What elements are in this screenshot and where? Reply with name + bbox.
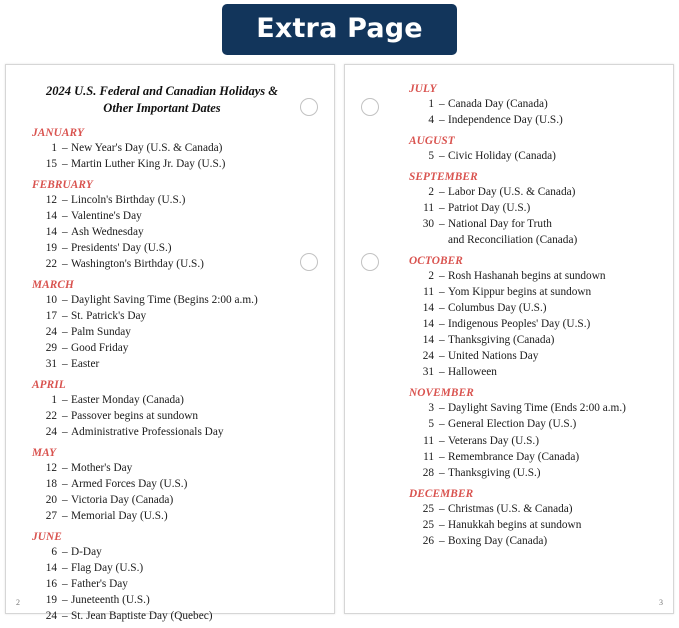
holiday-label: Ash Wednesday <box>71 225 144 238</box>
holiday-entry <box>32 592 290 608</box>
holiday-day: 30 <box>422 218 434 231</box>
holiday-day: 1 <box>51 394 57 407</box>
holiday-entry <box>409 364 649 380</box>
dash-separator: – <box>62 426 68 439</box>
holiday-entry <box>32 476 290 492</box>
holiday-day: 28 <box>422 466 434 479</box>
holiday-entry <box>32 192 290 208</box>
holiday-entry <box>409 533 649 549</box>
dash-separator: – <box>439 286 445 299</box>
month-heading: APRIL <box>32 379 66 392</box>
holiday-day: 11 <box>423 450 434 463</box>
dash-separator: – <box>439 270 445 283</box>
holiday-label: United Nations Day <box>448 350 539 363</box>
dash-separator: – <box>439 150 445 163</box>
holiday-label: Rosh Hashanah begins at sundown <box>448 270 606 283</box>
holiday-day: 2 <box>428 270 434 283</box>
dash-separator: – <box>439 218 445 231</box>
holiday-label: Remembrance Day (Canada) <box>448 450 580 463</box>
holiday-entry <box>32 492 290 508</box>
holiday-entry <box>32 156 290 172</box>
holiday-day: 15 <box>45 157 57 170</box>
holiday-label: Boxing Day (Canada) <box>448 534 548 547</box>
holiday-day: 3 <box>428 402 434 415</box>
holiday-day: 24 <box>45 610 57 623</box>
holiday-day: 18 <box>45 478 57 491</box>
month-heading: NOVEMBER <box>409 387 474 400</box>
holiday-entry <box>409 433 649 449</box>
holiday-label: Memorial Day (U.S.) <box>71 510 168 523</box>
holiday-day: 20 <box>45 494 57 507</box>
holiday-label: Halloween <box>448 366 497 379</box>
holiday-entry <box>32 608 290 624</box>
dash-separator: – <box>439 402 445 415</box>
holiday-label: Thanksgiving (Canada) <box>448 334 555 347</box>
holiday-label: Columbus Day (U.S.) <box>448 302 547 315</box>
holiday-label: Canada Day (Canada) <box>448 98 548 110</box>
dash-separator: – <box>62 462 68 475</box>
holiday-day: 19 <box>45 241 57 254</box>
holiday-label: Labor Day (U.S. & Canada) <box>448 186 576 199</box>
holiday-entry <box>409 184 649 200</box>
extra-page-banner: Extra Page <box>222 4 457 55</box>
holiday-label: Thanksgiving (U.S.) <box>448 466 541 479</box>
holiday-entry <box>32 140 290 156</box>
holiday-day: 5 <box>428 150 434 163</box>
holiday-entry <box>32 324 290 340</box>
holiday-label: Father's Day <box>71 578 128 591</box>
holiday-label: Indigenous Peoples' Day (U.S.) <box>448 318 591 331</box>
holiday-day: 14 <box>45 225 57 238</box>
holiday-label: Passover begins at sundown <box>71 410 199 423</box>
dash-separator: – <box>62 141 68 154</box>
holiday-day: 22 <box>45 410 57 423</box>
dash-separator: – <box>62 225 68 238</box>
holiday-label: Flag Day (U.S.) <box>71 562 144 575</box>
holiday-label: Easter Monday (Canada) <box>71 394 184 407</box>
dash-separator: – <box>439 450 445 463</box>
right-holiday-list <box>359 83 659 549</box>
dash-separator: – <box>62 293 68 306</box>
dash-separator: – <box>439 518 445 531</box>
holiday-day: 11 <box>423 286 434 299</box>
holiday-entry <box>409 112 649 128</box>
holiday-label: Martin Luther King Jr. Day (U.S.) <box>71 157 226 170</box>
dash-separator: – <box>439 334 445 347</box>
holiday-day: 24 <box>422 350 434 363</box>
holiday-label: Washington's Birthday (U.S.) <box>71 257 204 270</box>
dash-separator: – <box>439 98 445 110</box>
holiday-day: 12 <box>45 462 57 475</box>
dash-separator: – <box>62 241 68 254</box>
holiday-entry <box>32 292 290 308</box>
dash-separator: – <box>62 394 68 407</box>
dash-separator: – <box>62 342 68 355</box>
month-heading: MAY <box>32 447 57 460</box>
holiday-day: 25 <box>422 502 434 515</box>
holiday-label: Juneteenth (U.S.) <box>71 594 150 607</box>
month-heading: OCTOBER <box>409 255 463 268</box>
holiday-entry <box>32 424 290 440</box>
holiday-entry <box>409 96 649 112</box>
holiday-entry <box>32 544 290 560</box>
dash-separator: – <box>62 478 68 491</box>
holiday-entry <box>32 576 290 592</box>
holiday-day: 10 <box>45 293 57 306</box>
holiday-entry <box>409 465 649 481</box>
dash-separator: – <box>62 193 68 206</box>
holiday-entry <box>409 284 649 300</box>
holiday-entry <box>32 208 290 224</box>
holiday-entry <box>32 308 290 324</box>
holiday-label: New Year's Day (U.S. & Canada) <box>71 141 223 154</box>
holiday-entry <box>32 224 290 240</box>
holiday-entry <box>409 316 649 332</box>
holiday-entry <box>409 416 649 432</box>
holiday-day: 31 <box>422 366 434 379</box>
dash-separator: – <box>62 594 68 607</box>
holiday-day: 11 <box>423 202 434 215</box>
holiday-entry <box>32 508 290 524</box>
holiday-label: Mother's Day <box>71 462 133 475</box>
holiday-label: Independence Day (U.S.) <box>448 114 563 127</box>
left-holiday-list <box>20 127 320 625</box>
holiday-label: Presidents' Day (U.S.) <box>71 241 172 254</box>
month-heading: DECEMBER <box>409 487 474 500</box>
dash-separator: – <box>62 326 68 339</box>
holiday-entry <box>409 268 649 284</box>
holiday-day: 19 <box>45 594 57 607</box>
holiday-label: Daylight Saving Time (Ends 2:00 a.m.) <box>448 402 626 415</box>
holiday-entry <box>409 200 649 216</box>
holiday-label: St. Patrick's Day <box>71 310 147 322</box>
holiday-day: 17 <box>45 310 57 322</box>
holiday-entry <box>409 148 649 164</box>
holiday-label: Palm Sunday <box>71 326 131 339</box>
holiday-entry <box>409 216 649 248</box>
dash-separator: – <box>62 209 68 222</box>
holiday-day: 24 <box>45 326 57 339</box>
holiday-label: National Day for Truth and Reconciliation (Canada) <box>448 216 649 248</box>
dash-separator: – <box>439 114 445 127</box>
dash-separator: – <box>62 494 68 507</box>
holiday-entry <box>32 340 290 356</box>
holiday-label: Administrative Professionals Day <box>71 426 224 439</box>
page-number: 3 <box>659 598 663 607</box>
dash-separator: – <box>439 466 445 479</box>
holiday-label: Civic Holiday (Canada) <box>448 150 556 163</box>
holiday-day: 14 <box>422 318 434 331</box>
holiday-day: 4 <box>428 114 434 127</box>
holiday-label: Victoria Day (Canada) <box>71 494 174 507</box>
holiday-day: 27 <box>45 510 57 523</box>
dash-separator: – <box>62 562 68 575</box>
dash-separator: – <box>62 510 68 523</box>
holiday-label: Daylight Saving Time (Begins 2:00 a.m.) <box>71 293 258 306</box>
dash-separator: – <box>439 302 445 315</box>
holiday-day: 11 <box>423 434 434 447</box>
holiday-entry <box>32 460 290 476</box>
month-heading: JANUARY <box>32 126 84 139</box>
holiday-day: 1 <box>51 141 57 154</box>
holiday-day: 31 <box>45 358 57 371</box>
holiday-entry <box>32 560 290 576</box>
holiday-entry <box>409 501 649 517</box>
dash-separator: – <box>62 610 68 623</box>
dash-separator: – <box>62 257 68 270</box>
page-left <box>5 64 335 623</box>
holiday-entry <box>32 356 290 372</box>
holiday-label: Armed Forces Day (U.S.) <box>71 478 188 491</box>
holiday-day: 16 <box>45 578 57 591</box>
dash-separator: – <box>439 318 445 331</box>
holiday-day: 5 <box>428 418 434 431</box>
holiday-day: 14 <box>422 334 434 347</box>
month-heading: SEPTEMBER <box>409 171 478 184</box>
month-heading: AUGUST <box>409 135 455 148</box>
pages-container <box>0 55 679 623</box>
holiday-label: Good Friday <box>71 342 129 355</box>
holiday-label: St. Jean Baptiste Day (Quebec) <box>71 610 213 623</box>
holiday-label: Patriot Day (U.S.) <box>448 202 531 215</box>
dash-separator: – <box>439 502 445 515</box>
dash-separator: – <box>62 578 68 591</box>
holiday-day: 6 <box>51 546 57 559</box>
dash-separator: – <box>439 186 445 199</box>
dash-separator: – <box>439 418 445 431</box>
holiday-day: 14 <box>45 562 57 575</box>
page-number: 2 <box>16 598 20 607</box>
holiday-label: General Election Day (U.S.) <box>448 418 577 431</box>
dash-separator: – <box>62 310 68 322</box>
dash-separator: – <box>439 350 445 363</box>
holiday-day: 26 <box>422 534 434 547</box>
holiday-day: 14 <box>45 209 57 222</box>
holiday-day: 12 <box>45 193 57 206</box>
holiday-entry <box>409 332 649 348</box>
holiday-label: Valentine's Day <box>71 209 142 222</box>
holiday-entry <box>409 348 649 364</box>
holiday-entry <box>409 400 649 416</box>
holiday-entry <box>409 517 649 533</box>
holiday-day: 25 <box>422 518 434 531</box>
holiday-label: D-Day <box>71 546 102 559</box>
dash-separator: – <box>439 366 445 379</box>
holiday-label: Christmas (U.S. & Canada) <box>448 502 573 515</box>
month-heading: FEBRUARY <box>32 178 93 191</box>
dash-separator: – <box>62 157 68 170</box>
holiday-day: 22 <box>45 257 57 270</box>
dash-separator: – <box>62 410 68 423</box>
dash-separator: – <box>62 358 68 371</box>
holiday-entry <box>409 300 649 316</box>
page-right <box>344 64 674 614</box>
holiday-day: 24 <box>45 426 57 439</box>
dash-separator: – <box>62 546 68 559</box>
dash-separator: – <box>439 202 445 215</box>
holiday-day: 29 <box>45 342 57 355</box>
holiday-day: 2 <box>428 186 434 199</box>
dash-separator: – <box>439 434 445 447</box>
holiday-entry <box>32 392 290 408</box>
holiday-label: Lincoln's Birthday (U.S.) <box>71 193 186 206</box>
banner-container <box>0 0 679 55</box>
holiday-entry <box>32 408 290 424</box>
month-heading: MARCH <box>32 278 74 291</box>
dash-separator: – <box>439 534 445 547</box>
holiday-label: Easter <box>71 358 100 371</box>
holiday-label: Veterans Day (U.S.) <box>448 434 539 447</box>
page-title: 2024 U.S. Federal and Canadian Holidays & Other Important Dates <box>46 84 278 115</box>
holiday-entry <box>409 449 649 465</box>
holiday-entry <box>32 256 290 272</box>
holiday-label: Yom Kippur begins at sundown <box>448 286 592 299</box>
month-heading: JULY <box>409 83 437 95</box>
holiday-label-continuation: and Reconciliation (Canada) <box>448 234 578 247</box>
month-heading: JUNE <box>32 531 62 544</box>
holiday-day: 1 <box>428 98 434 110</box>
holiday-label: Hanukkah begins at sundown <box>448 518 582 531</box>
holiday-entry <box>32 240 290 256</box>
holiday-day: 14 <box>422 302 434 315</box>
